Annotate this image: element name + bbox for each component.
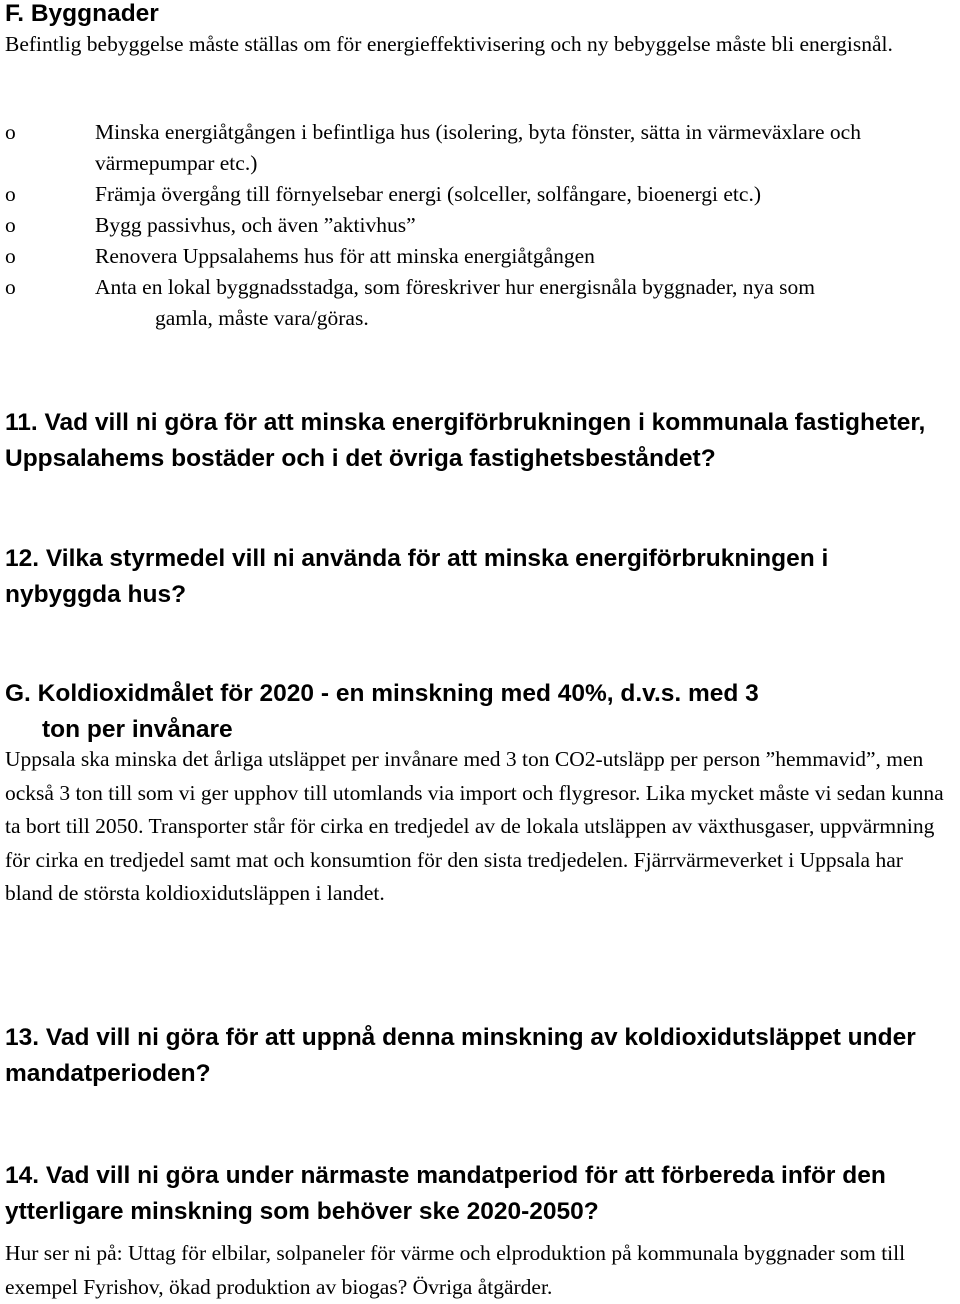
section-g-heading-line2: ton per invånare [42, 716, 233, 743]
bullet-text-line2: gamla, måste vara/göras. [155, 306, 369, 330]
bullet-item [0, 179, 955, 210]
section-g-heading-line1: G. Koldioxidmålet för 2020 - en minskning med 40%, d.v.s. med 3 [5, 680, 759, 707]
section-f-heading: F. Byggnader [5, 0, 159, 27]
bullet-text: Främja övergång till förnyelsebar energi (solceller, solfångare, bioenergi etc.) [95, 182, 761, 206]
bullet-marker: o [5, 213, 16, 237]
bullet-marker: o [5, 182, 16, 206]
question-14-hint: Hur ser ni på: Uttag för elbilar, solpaneler för värme och elproduktion på kommunala byggnader som till exempel Fyrishov, ökad produktion av biogas? Övriga åtgärder. [5, 1241, 906, 1299]
question-13: 13. Vad vill ni göra för att uppnå denna minskning av koldioxidutsläppet under mandatperioden? [5, 1024, 916, 1087]
bullet-item [0, 272, 955, 334]
bullet-item [0, 117, 955, 179]
bullet-item [0, 210, 955, 241]
bullet-marker: o [5, 244, 16, 268]
question-14: 14. Vad vill ni göra under närmaste mandatperiod för att förbereda inför den ytterligare minskning som behöver ske 2020-2050? [5, 1162, 886, 1225]
question-12: 12. Vilka styrmedel vill ni använda för att minska energiförbrukningen i nybyggda hus? [5, 545, 829, 608]
section-f-intro: Befintlig bebyggelse måste ställas om för energieffektivisering och ny bebyggelse måste bli energisnål. [5, 32, 893, 56]
bullet-marker: o [5, 120, 16, 144]
bullet-text: Renovera Uppsalahems hus för att minska energiåtgången [95, 244, 595, 268]
section-f-bullet-list [0, 117, 960, 334]
bullet-text-line1: Anta en lokal byggnadsstadga, som föreskriver hur energisnåla byggnader, nya som [95, 275, 815, 299]
question-11: 11. Vad vill ni göra för att minska energiförbrukningen i kommunala fastigheter, Uppsalahems bostäder och i det övriga fastighetsbeståndet? [5, 409, 926, 472]
bullet-text: Minska energiåtgången i befintliga hus (isolering, byta fönster, sätta in värmeväxlare och värmepumpar etc.) [95, 120, 861, 175]
section-g-body: Uppsala ska minska det årliga utsläppet per invånare med 3 ton CO2-utsläpp per person ”hemmavid”, men också 3 ton till som vi ger upphov till utomlands via import och flygresor. Lika mycket måste vi sedan kunna ta bort till 2050. Transporter står för cirka en tredjedel av de lokala utsläppen av växthusgaser, uppvärmning för cirka en tredjedel samt mat och konsumtion för den sista tredjedelen. Fjärrvärmeverket i Uppsala har bland de största koldioxidutsläppen i landet. [5, 747, 944, 905]
bullet-item [0, 241, 955, 272]
bullet-text: Bygg passivhus, och även ”aktivhus” [95, 213, 416, 237]
bullet-marker: o [5, 275, 16, 299]
